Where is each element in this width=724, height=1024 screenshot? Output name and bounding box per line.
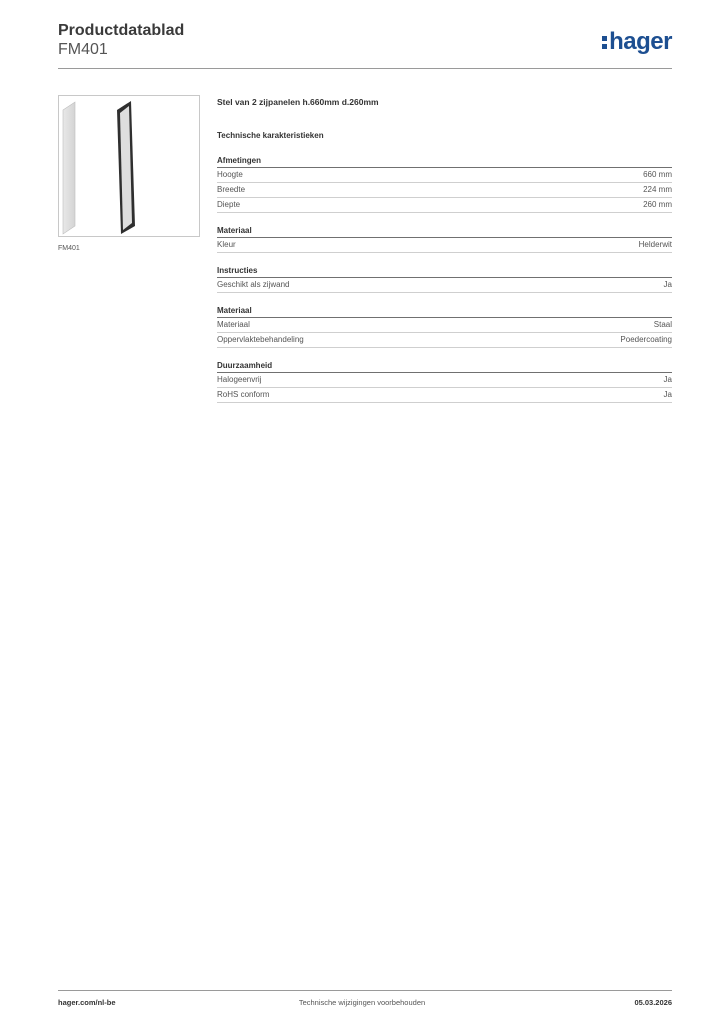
spec-label: Hoogte [217,170,243,179]
front-panel-shape [63,102,75,234]
spec-value: 260 mm [643,200,672,209]
page-header [58,22,672,68]
side-panels-illustration [59,96,199,236]
spec-value: Helderwit [638,240,672,249]
footer-notice: Technische wijzigingen voorbehouden [298,998,426,1007]
spec-group-title: Duurzaamheid [217,360,672,373]
spec-label: Oppervlaktebehandeling [217,335,304,344]
spec-row-zijwand [217,278,672,293]
product-image [58,95,200,237]
product-details [217,95,672,403]
spec-label: RoHS conform [217,390,270,399]
footer-website: hager.com/nl-be [58,998,116,1007]
spec-label: Breedte [217,185,246,194]
spec-group-title: Materiaal [217,225,672,238]
spec-row-kleur [217,238,672,253]
spec-row-materiaal [217,318,672,333]
spec-group-materiaal-kleur [217,225,672,253]
spec-row-hoogte [217,168,672,183]
spec-group-materiaal [217,305,672,348]
spec-group-title: Materiaal [217,305,672,318]
document-title: Productdatablad [58,22,185,39]
spec-value: 224 mm [643,185,672,194]
spec-row-oppervlaktebehandeling [217,333,672,348]
spec-group-title: Instructies [217,265,672,278]
spec-label: Materiaal [217,320,250,329]
logo-colon-icon [602,34,607,50]
header-divider [58,68,672,69]
spec-value: 660 mm [643,170,672,179]
spec-group-instructies [217,265,672,293]
hager-logo [602,28,672,56]
spec-label: Kleur [217,240,236,249]
logo-text: hager [609,28,672,55]
image-caption: FM401 [58,245,80,252]
spec-value: Staal [653,320,672,329]
footer-date: 05.03.2026 [634,998,672,1007]
spec-label: Geschikt als zijwand [217,280,290,289]
spec-group-afmetingen [217,155,672,213]
product-description: Stel van 2 zijpanelen h.660mm d.260mm [217,97,379,107]
spec-value: Ja [663,375,672,384]
spec-value: Ja [663,280,672,289]
spec-label: Halogeenvrij [217,375,262,384]
spec-group-duurzaamheid [217,360,672,403]
spec-group-title: Afmetingen [217,155,672,168]
spec-row-halogeenvrij [217,373,672,388]
footer-divider [58,990,672,991]
spec-row-breedte [217,183,672,198]
product-code: FM401 [58,41,108,58]
spec-value: Poedercoating [620,335,672,344]
spec-row-rohs [217,388,672,403]
spec-value: Ja [663,390,672,399]
specs-title: Technische karakteristieken [217,131,324,140]
spec-label: Diepte [217,200,241,209]
spec-row-diepte [217,198,672,213]
